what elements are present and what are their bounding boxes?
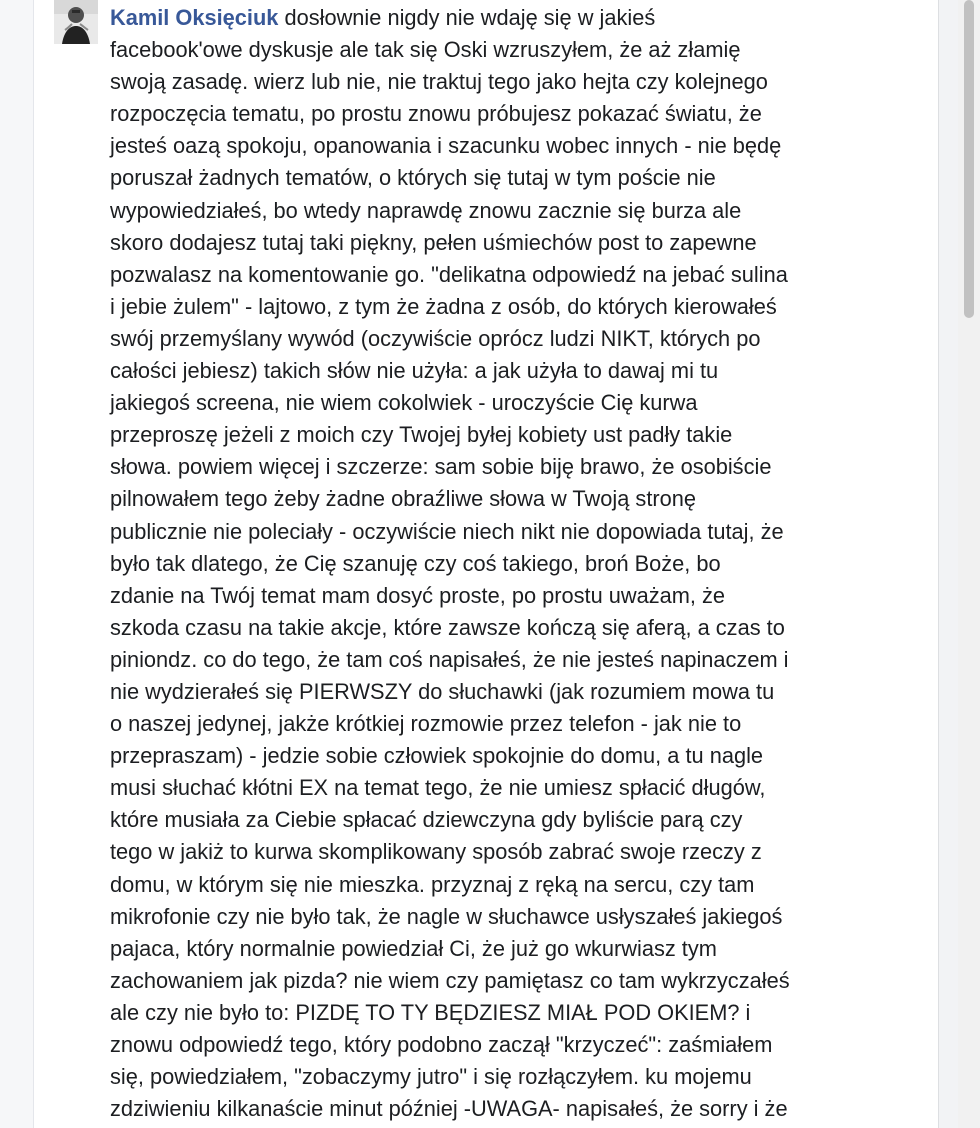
comment-line-25: które musiała za Ciebie spłacać dziewczyna gdy byliście parą czy xyxy=(110,807,743,833)
comment-line-20: piniondz. co do tego, że tam coś napisałeś, że nie jesteś napinaczem i xyxy=(110,646,789,672)
comment-line-26: tego w jakiż to kurwa skomplikowany sposób zabrać swoje rzeczy z xyxy=(110,839,762,865)
comment-line-6: wypowiedziałeś, bo wtedy naprawdę znowu zacznie się burza ale xyxy=(110,197,742,223)
profile-photo-icon[interactable] xyxy=(54,0,98,44)
comment-line-16: publicznie nie poleciały - oczywiście niech nikt nie dopowiada tutaj, że xyxy=(110,518,784,544)
comment-line-4: jesteś oazą spokoju, opanowania i szacunku wobec innych - nie będę xyxy=(110,133,782,159)
comment-line-9: i jebie żulem" - lajtowo, z tym że żadna z osób, do których kierowałeś xyxy=(110,293,777,319)
comment-line-28: mikrofonie czy nie było tak, że nagle w słuchawce usłyszałeś jakiegoś xyxy=(110,903,783,929)
comment-line-11: całości jebiesz) takich słów nie użyła: a jak użyła to dawaj mi tu xyxy=(110,358,719,384)
comment-line-27: domu, w którym się nie mieszka. przyznaj z ręką na sercu, czy tam xyxy=(110,871,755,897)
comment-line-8: pozwalasz na komentowanie go. "delikatna odpowiedź na jebać sulina xyxy=(110,261,788,287)
comment-line-5: poruszał żadnych tematów, o których się tutaj w tym poście nie xyxy=(110,165,716,191)
comment-line-1: facebook'owe dyskusje ale tak się Oski wzruszyłem, że aż złamię xyxy=(110,37,741,63)
comment-line-7: skoro dodajesz tutaj taki piękny, pełen uśmiechów post to zapewne xyxy=(110,229,757,255)
comment-line-23: przepraszam) - jedzie sobie człowiek spokojnie do domu, a tu nagle xyxy=(110,743,764,769)
left-gutter xyxy=(0,0,34,1128)
comment-line-13: przeproszę jeżeli z moich czy Twojej byłej kobiety ust padły takie xyxy=(110,422,733,448)
comment-body xyxy=(110,2,870,1125)
comment-line-12: jakiegoś screena, nie wiem cokolwiek - uroczyście Cię kurwa xyxy=(110,390,698,416)
comment-line-14: słowa. powiem więcej i szczerze: sam sobie biję brawo, że osobiście xyxy=(110,454,772,480)
comment-line-24: musi słuchać kłótni EX na temat tego, że nie umiesz spłacić długów, xyxy=(110,775,766,801)
comment-line-29: pajaca, który normalnie powiedział Ci, że już go wkurwiasz tym xyxy=(110,935,717,961)
scrollbar-thumb[interactable] xyxy=(964,0,974,318)
comment-line-34: zdziwieniu kilkanaście minut później -UWAGA- napisałeś, że sorry i że xyxy=(110,1096,788,1122)
comment-line-15: pilnowałem tego żeby żadne obraźliwe słowa w Twoją stronę xyxy=(110,486,697,512)
comment-line-22: o naszej jedynej, jakże krótkiej rozmowie przez telefon - jak nie to xyxy=(110,711,742,737)
comment-line-2: swoją zasadę. wierz lub nie, nie traktuj tego jako hejta czy kolejnego xyxy=(110,69,768,95)
comment-line-33: się, powiedziałem, "zobaczymy jutro" i się rozłączyłem. ku mojemu xyxy=(110,1064,752,1090)
comment-line-31: ale czy nie było to: PIZDĘ TO TY BĘDZIESZ MIAŁ POD OKIEM? i xyxy=(110,999,751,1025)
author-name-link[interactable]: Kamil Oksięciuk xyxy=(110,5,279,30)
comment-line-0: dosłownie nigdy nie wdaję się w jakieś xyxy=(278,5,656,30)
comment-line-10: swój przemyślany wywód (oczywiście oprócz ludzi NIKT, których po xyxy=(110,325,761,351)
comment-line-18: zdanie na Twój temat mam dosyć proste, po prostu uważam, że xyxy=(110,582,726,608)
comment-line-32: znowu odpowiedź tego, który podobno zaczął "krzyczeć": zaśmiałem xyxy=(110,1032,773,1057)
comment-line-19: szkoda czasu na takie akcje, które zawsze kończą się aferą, a czas to xyxy=(110,614,785,640)
comment-first-line xyxy=(110,2,870,34)
comment-line-30: zachowaniem jak pizda? nie wiem czy pamiętasz co tam wykrzyczałeś xyxy=(110,967,790,993)
comment-line-3: rozpoczęcia tematu, po prostu znowu próbujesz pokazać światu, że xyxy=(110,101,762,127)
comment-line-17: było tak dlatego, że Cię szanuję czy coś takiego, broń Boże, bo xyxy=(110,550,721,576)
comment-line-21: nie wydzierałeś się PIERWSZY do słuchawki (jak rozumiem mowa tu xyxy=(110,678,775,704)
